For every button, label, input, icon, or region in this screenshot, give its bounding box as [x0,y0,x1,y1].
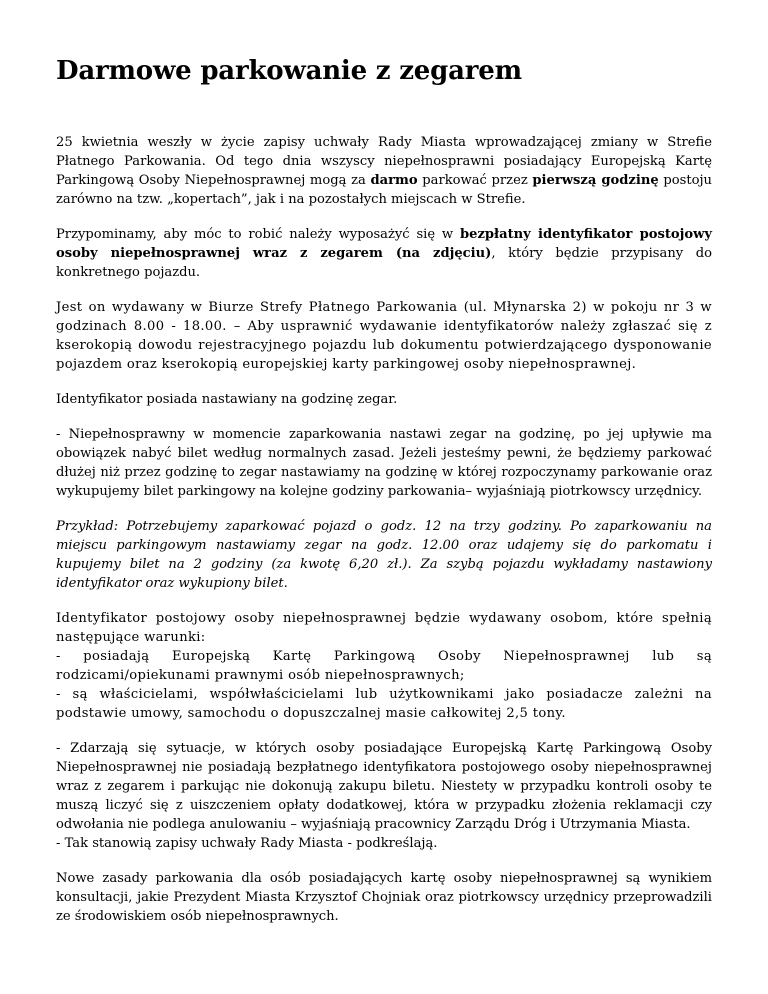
article-body [56,133,712,926]
text: 25 kwietnia weszły w życie zapisy uchwały Rady Miasta wprowadzającej zmiany w Strefie Płatnego Parkowania. Od tego dnia wszyscy niepełnosprawni posiadający Europejską Kartę Parkingową Osoby Niepełnosprawnej mogą za [56,135,712,188]
paragraph-conclusion: Nowe zasady parkowania dla osób posiadających kartę osoby niepełnosprawnej są wynikiem konsultacji, jakie Prezydent Miasta Krzysztof Chojniak oraz piotrkowscy urzędnicy przeprowadzili ze środowiskiem osób niepełnosprawnych. [56,871,712,924]
text: parkować przez [417,173,533,188]
paragraph-intro [56,133,712,209]
text: - są właścicielami, współwłaścicielami lub użytkownikami jako posiadacze zależni na podstawie umowy, samochodu o dopuszczalnej masie całkowitej 2,5 tony. [56,687,712,721]
paragraph-quote: - Niepełnosprawny w momencie zaparkowania nastawi zegar na godzinę, po jej upływie ma obowiązek nabyć bilet według normalnych zasad. Jeżeli jesteśmy pewni, że będziemy parkować dłużej niż przez godzinę to zegar nastawiamy na godzinę w której rozpoczynamy parkowanie oraz wykupujemy bilet parkingowy na kolejne godziny parkowania– wyjaśniają piotrkowscy urzędnicy. [56,427,712,499]
paragraph-clock: Identyfikator posiada nastawiany na godzinę zegar. [56,392,398,407]
text: postoju zarówno na tzw. „kopertach”, jak i na pozostałych miejscach w Strefie. [56,173,712,207]
bold-text: darmo [370,173,418,188]
text: Przypominamy, aby móc to robić należy wyposażyć się w [56,227,460,242]
paragraph-identifier [56,225,712,282]
text: - posiadają Europejską Kartę Parkingową Osoby Niepełnosprawnej lub są rodzicami/opiekunami prawnymi osób niepełnosprawnych; [56,649,712,683]
paragraph-warning [56,739,712,853]
paragraph-example [56,517,712,593]
article-title: Darmowe parkowanie z zegarem [56,56,522,86]
text: - Tak stanowią zapisy uchwały Rady Miasta - podkreślają. [56,836,438,851]
bold-text: pierwszą godzinę [532,173,659,188]
bold-text: bezpłatny identyfikator postojowy osoby niepełnosprawnej wraz z zegarem (na zdjęciu) [56,227,713,261]
text: , który będzie przypisany do konkretnego pojazdu. [56,246,712,280]
paragraph-conditions [56,609,712,723]
italic-text: Przykład: Potrzebujemy zaparkować pojazd o godz. 12 na trzy godziny. Po zaparkowaniu na miejscu parkingowym nastawiamy zegar na godz. 12.00 oraz udajemy się do parkomatu i kupujemy bilet na 2 godziny (za kwotę 6,20 zł.). Za szybą pojazdu wykładamy nastawiony identyfikator oraz wykupiony bilet. [56,519,712,591]
paragraph-office: Jest on wydawany w Biurze Strefy Płatnego Parkowania (ul. Młynarska 2) w pokoju nr 3 w godzinach 8.00 - 18.00. – Aby usprawnić wydawanie identyfikatorów należy zgłaszać się z kserokopią dowodu rejestracyjnego pojazdu lub dokumentu potwierdzającego dysponowanie pojazdem oraz kserokopią europejskiej karty parkingowej osoby niepełnosprawnej. [56,300,712,372]
text: Identyfikator postojowy osoby niepełnosprawnej będzie wydawany osobom, które spełnią następujące warunki: [56,611,712,645]
text: - Zdarzają się sytuacje, w których osoby posiadające Europejską Kartę Parkingową Osoby Niepełnosprawnej nie posiadają bezpłatnego identyfikatora postojowego osoby niepełnosprawnej wraz z zegarem i parkując nie dokonują zakupu biletu. Niestety w przypadku kontroli osoby te muszą liczyć się z uiszczeniem opłaty dodatkowej, która w przypadku złożenia reklamacji czy odwołania nie podlega anulowaniu – wyjaśniają pracownicy Zarządu Dróg i Utrzymania Miasta. [56,741,712,832]
